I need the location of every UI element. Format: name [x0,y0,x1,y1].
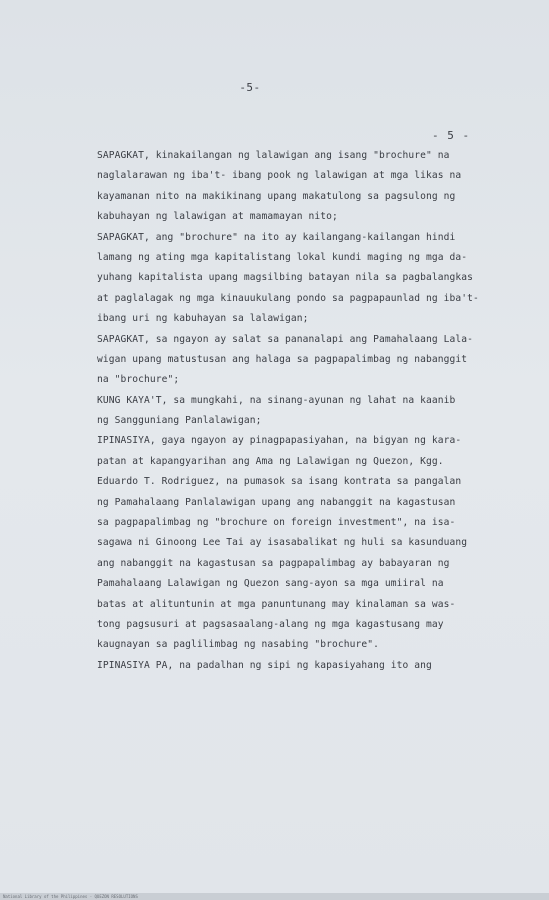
body-line: ng Sangguniang Panlalawigan; [97,415,262,427]
body-line: patan at kapangyarihan ang Ama ng Lalawigan ng Quezon, Kgg. [97,455,444,467]
body-line: tong pagsusuri at pagsasaalang-alang ng mga kagastusang may [97,618,444,630]
body-line: IPINASIYA, gaya ngayon ay pinagpapasiyahan, na bigyan ng kara- [97,435,462,447]
body-line: naglalarawan ng iba't- ibang pook ng lalawigan at mga likas na [97,170,462,182]
page-header-number: -5- [239,81,261,94]
body-line: kabuhayan ng lalawigan at mamamayan nito; [97,211,338,223]
body-line: batas at alituntunin at mga panuntunang may kinalaman sa was- [97,598,456,610]
resolution-body [97,146,497,676]
body-line: SAPAGKAT, sa ngayon ay salat sa pananalapi ang Pamahalaang Lala- [97,333,474,345]
body-line: yuhang kapitalista upang magsilbing batayan nila sa pagbalangkas [97,272,474,284]
scan-footer-note: National Library of the Philippines · QUEZON RESOLUTIONS [3,894,138,899]
body-line: KUNG KAYA'T, sa mungkahi, na sinang-ayunan ng lahat na kaanib [97,394,456,406]
body-line: kaugnayan sa paglilimbag ng nasabing "brochure". [97,639,380,651]
body-line: ng Pamahalaang Panlalawigan upang ang nabanggit na kagastusan [97,496,456,508]
body-line: sa pagpapalimbag ng "brochure on foreign investment", na isa- [97,517,456,529]
body-line: SAPAGKAT, kinakailangan ng lalawigan ang isang "brochure" na [97,150,450,161]
body-line: na "brochure"; [97,374,180,386]
body-line: lamang ng ating mga kapitalistang lokal kundi maging ng mga da- [97,251,468,263]
body-line: Pamahalaang Lalawigan ng Quezon sang-ayon sa mga umiiral na [97,578,444,590]
body-line: IPINASIYA PA, na padalhan ng sipi ng kapasiyahang ito ang [97,659,432,671]
body-line: ibang uri ng kabuhayan sa lalawigan; [97,313,309,325]
page-corner-number: - 5 - [432,129,471,142]
body-line: ang nabanggit na kagastusan sa pagpapalimbag ay babayaran ng [97,557,450,569]
body-line: SAPAGKAT, ang "brochure" na ito ay kailangang-kailangan hindi [97,231,456,243]
body-line: Eduardo T. Rodriguez, na pumasok sa isang kontrata sa pangalan [97,476,462,488]
body-line: wigan upang matustusan ang halaga sa pagpapalimbag ng nabanggit [97,353,468,365]
body-line: at paglalagak ng mga kinauukulang pondo sa pagpapaunlad ng iba't- [97,292,479,304]
body-line: sagawa ni Ginoong Lee Tai ay isasabalikat ng huli sa kasunduang [97,537,468,549]
body-line: kayamanan nito na makikinang upang makatulong sa pagsulong ng [97,190,456,202]
